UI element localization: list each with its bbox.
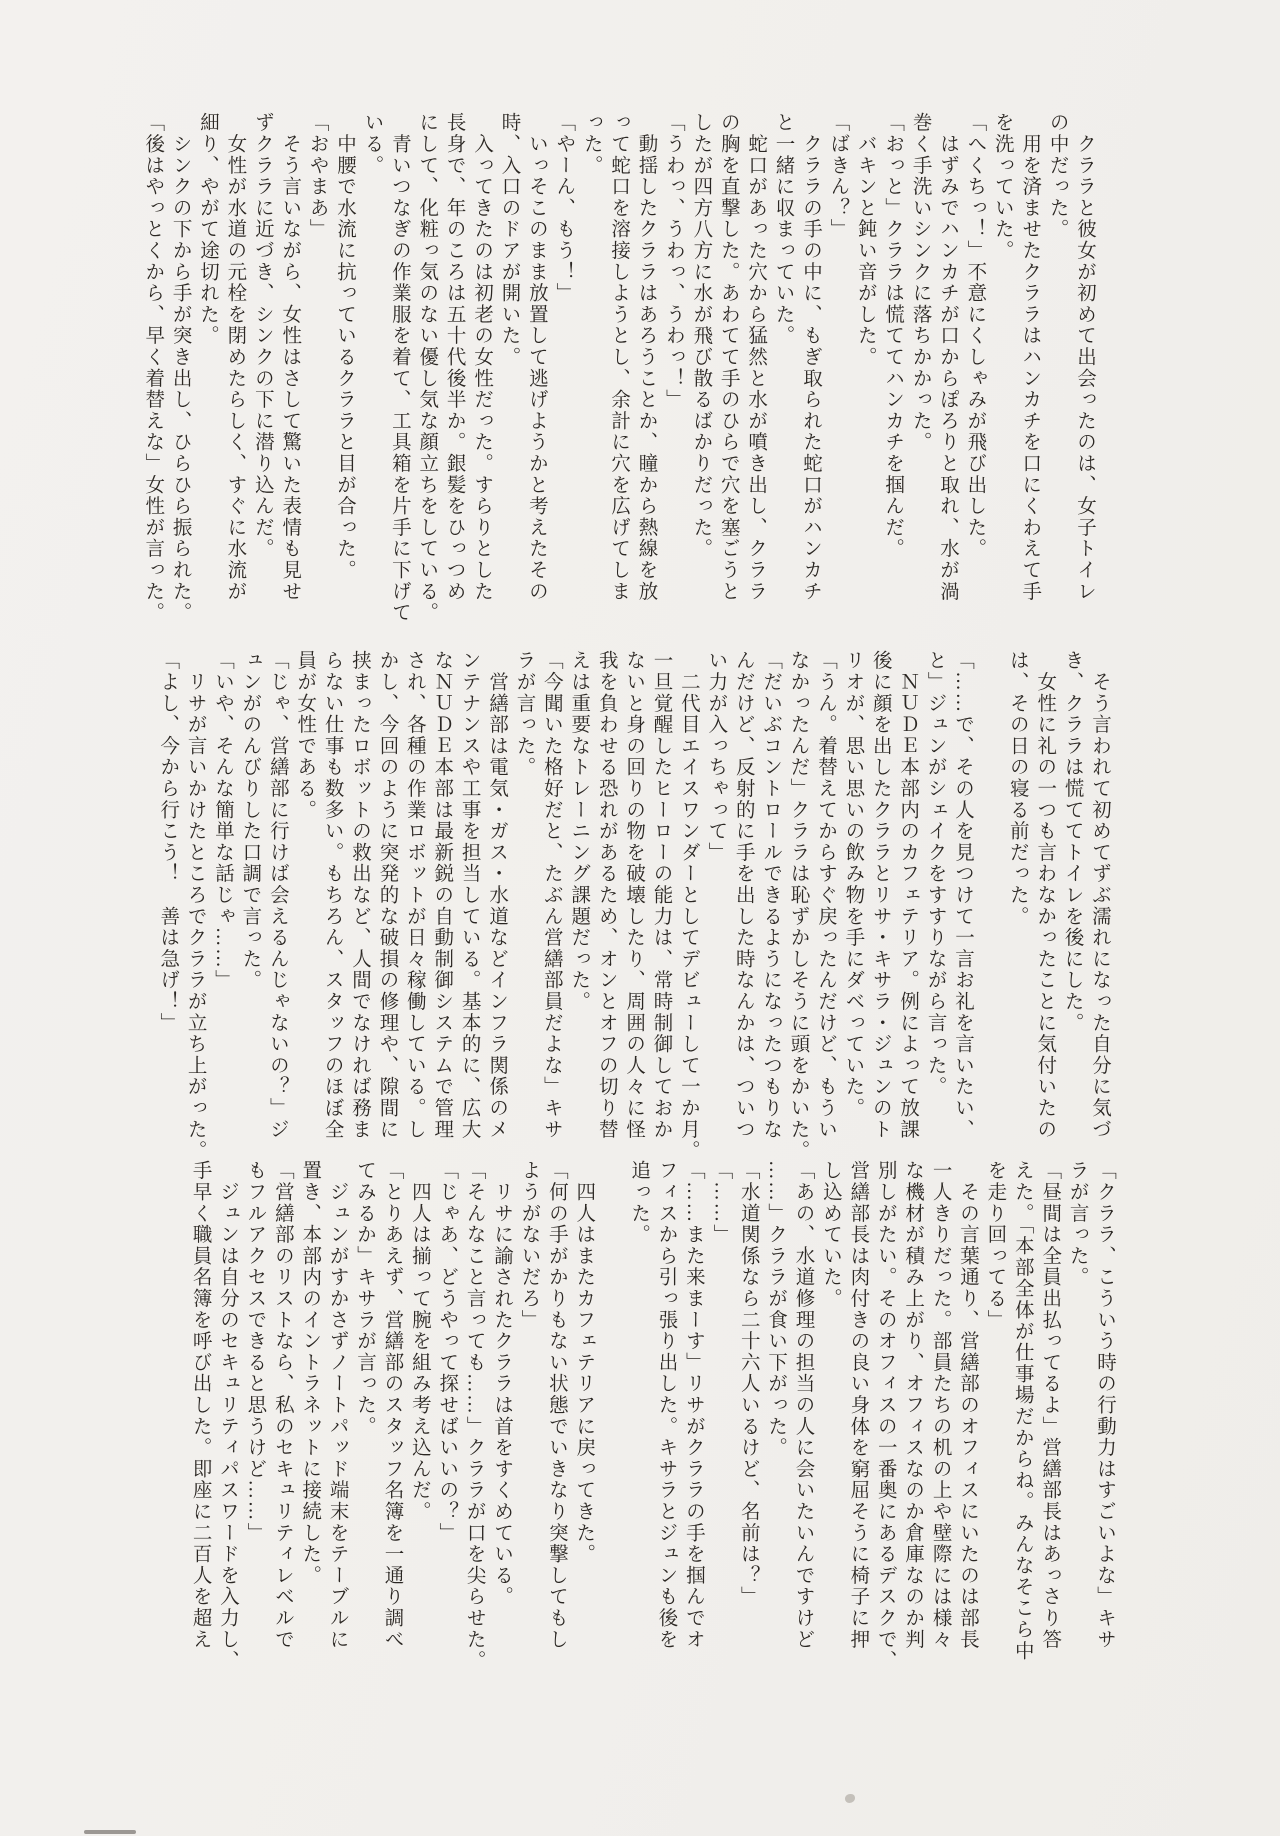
text-column: 「今聞いた格好だと、たぶん営繕部員だよな」キサ xyxy=(540,650,562,1140)
text-column: かし、今回のように突発的な破損の修理や、隙間に xyxy=(376,650,398,1140)
text-column: 蛇口があった穴から猛然と水が噴き出し、クララ xyxy=(745,112,767,602)
text-column: 動揺したクララはあろうことか、瞳から熱線を放 xyxy=(635,112,657,602)
text-column: 「とりあえず、営繕部のスタッフ名簿を一通り調べ xyxy=(381,1160,403,1650)
text-column: らない仕事も数多い。もちろん、スタッフのほぼ全 xyxy=(321,650,343,1140)
text-column: な機材が積み上がり、オフィスなのか倉庫なのか判 xyxy=(902,1160,924,1650)
text-column: なかったんだ」クララは恥ずかしそうに頭をかいた。 xyxy=(787,650,809,1162)
text-column: ……」クララが食い下がった。 xyxy=(765,1160,787,1459)
text-column: は、その日の寝る前だった。 xyxy=(1006,650,1028,927)
text-column: 「へくちっ！」不意にくしゃみが飛び出した。 xyxy=(964,112,986,560)
text-column: 四人は揃って腕を組み考え込んだ。 xyxy=(408,1160,430,1523)
text-column: ラが言った。 xyxy=(1066,1160,1088,1288)
text-column: シンクの下から手が突き出し、ひらひら振られた。 xyxy=(169,112,191,624)
text-column: 手早く職員名簿を呼び出した。即座に二百人を超え xyxy=(189,1160,211,1650)
text-column: えた。「本部全体が仕事場だからね。みんなそこら中 xyxy=(1011,1160,1033,1662)
text-column: したが四方八方に水が飛び散るばかりだった。 xyxy=(690,112,712,560)
scene-break-gap xyxy=(597,1160,624,1678)
text-column: 長身で、年のころは五十代後半か。銀髪をひっつめ xyxy=(443,112,465,602)
text-column: 四人はまたカフェテリアに戻ってきた。 xyxy=(573,1160,595,1565)
text-column: 巻く手洗いシンクに落ちかかった。 xyxy=(909,112,931,453)
text-column: と」ジュンがシェイクをすすりながら言った。 xyxy=(924,650,946,1098)
text-column: 「いや、そんな簡単な話じゃ……」 xyxy=(212,650,234,991)
text-column: 「そんなこと言っても……」クララが口を尖らせた。 xyxy=(463,1160,485,1672)
text-column: ラが言った。 xyxy=(513,650,535,778)
text-column: 「後はやっとくから、早く着替えな」女性が言った。 xyxy=(142,112,164,624)
text-column: 後に顔を出したクララとリサ・キサラ・ジュンのト xyxy=(869,650,891,1140)
text-column: ようがないだろ」 xyxy=(518,1160,540,1331)
text-column: 「やーん、もう！」 xyxy=(553,112,575,304)
text-column: 時、入口のドアが開いた。 xyxy=(498,112,520,368)
text-column: 「……」 xyxy=(710,1160,732,1246)
text-column: った。 xyxy=(580,112,602,176)
text-column: 用を済ませたクララはハンカチを口にくわえて手 xyxy=(1019,112,1041,602)
text-column: の胸を直撃した。あわてて手のひらで穴を塞ごうと xyxy=(717,112,739,602)
text-column: 「昼間は全員出払ってるよ」営繕部長はあっさり答 xyxy=(1039,1160,1061,1650)
text-column: にして、化粧っ気のない優し気な顔立ちをしている。 xyxy=(416,112,438,624)
text-column: 女性に礼の一つも言わなかったことに気付いたの xyxy=(1034,650,1056,1140)
text-column: を走り回ってる」 xyxy=(984,1160,1006,1331)
text-column: 「……で、その人を見つけて一言お礼を言いたい、 xyxy=(951,650,973,1140)
scene-break-gap xyxy=(976,650,1003,1168)
text-column: 二代目エイスワンダーとしてデビューして一か月。 xyxy=(677,650,699,1162)
text-column: 「おやまあ」 xyxy=(306,112,328,240)
text-column: 「ばきん？」 xyxy=(827,112,849,240)
text-column: はずみでハンカチが口からぽろりと取れ、水が渦 xyxy=(936,112,958,602)
text-column: 「うわっ、うわっ、うわっ！」 xyxy=(662,112,684,411)
text-column: 女性が水道の元栓を閉めたらしく、すぐに水流が xyxy=(224,112,246,602)
text-column: 「じゃ、営繕部に行けば会えるんじゃないの？」ジ xyxy=(266,650,288,1140)
text-column: き、クララは慌ててトイレを後にした。 xyxy=(1061,650,1083,1034)
text-column: バキンと鈍い音がした。 xyxy=(854,112,876,368)
text-column: クララの手の中に、もぎ取られた蛇口がハンカチ xyxy=(799,112,821,602)
text-column: クララと彼女が初めて出会ったのは、女子トイレ xyxy=(1074,112,1095,602)
text-column: 入ってきたのは初老の女性だった。すらりとした xyxy=(471,112,493,602)
text-column: 追った。 xyxy=(628,1160,650,1246)
text-column: その言葉通り、営繕部のオフィスにいたのは部長 xyxy=(956,1160,978,1650)
text-column: 中腰で水流に抗っているクララと目が合った。 xyxy=(334,112,356,581)
text-column: ずクララに近づき、シンクの下に潜り込んだ。 xyxy=(251,112,273,560)
text-column: 「あの、水道修理の担当の人に会いたいんですけど xyxy=(792,1160,814,1650)
text-column: 「だいぶコントロールできるようになったつもりな xyxy=(760,650,782,1140)
text-column: の中だった。 xyxy=(1046,112,1068,240)
text-block-top xyxy=(139,112,1098,630)
text-block-bottom xyxy=(186,1160,1118,1678)
text-column: 細り、やがて途切れた。 xyxy=(197,112,218,347)
text-column: と一緒に収まっていた。 xyxy=(772,112,794,347)
text-column: 「じゃあ、どうやって探せばいいの？」 xyxy=(436,1160,458,1544)
text-column: そう言われて初めてずぶ濡れになった自分に気づ xyxy=(1089,650,1110,1140)
text-column: を洗っていた。 xyxy=(991,112,1013,262)
text-column: い力が入っちゃって」 xyxy=(705,650,727,863)
text-column: 青いつなぎの作業服を着て、工具箱を片手に下げて xyxy=(388,112,410,624)
text-column: えは重要なトレーニング課題だった。 xyxy=(568,650,590,1013)
text-column: って蛇口を溶接しようとし、余計に穴を広げてしま xyxy=(608,112,630,602)
text-column: 員が女性である。 xyxy=(294,650,316,821)
text-column: 置き、本部内のイントラネットに接続した。 xyxy=(299,1160,321,1586)
text-column: 「うん。着替えてからすぐ戻ったんだけど、もうい xyxy=(814,650,836,1140)
text-column: ジュンがすかさずノートパッド端末をテーブルに xyxy=(326,1160,348,1650)
text-column: リオが、思い思いの飲み物を手にダベっていた。 xyxy=(842,650,864,1119)
text-column: んだけど、反射的に手を出した時なんかは、ついつ xyxy=(732,650,754,1140)
text-column: 「水道関係なら二十六人いるけど、名前は？」 xyxy=(737,1160,759,1608)
text-column: いっそこのまま放置して逃げようかと考えたその xyxy=(525,112,547,602)
text-column: ンテナンスや工事を担当している。基本的に、広大 xyxy=(458,650,480,1140)
text-column: 挟まったロボットの救出など、人間でなければ務ま xyxy=(349,650,371,1140)
text-block-middle xyxy=(154,650,1113,1168)
text-column: ＮＵＤＥ本部内のカフェテリア。例によって放課 xyxy=(897,650,919,1140)
text-column: ないと身の回りの物を破壊したり、周囲の人々に怪 xyxy=(623,650,645,1140)
scan-speck-artifact xyxy=(845,1794,855,1803)
text-column: 「……また来まーす」リサがクララの手を掴んでオ xyxy=(682,1160,704,1650)
text-column: 営繕部長は肉付きの良い身体を窮屈そうに椅子に押 xyxy=(847,1160,869,1650)
text-column: なＮＵＤＥ本部は最新鋭の自動制御システムで管理 xyxy=(431,650,453,1140)
text-column: 一旦覚醒したヒーローの能力は、常時制御しておか xyxy=(650,650,672,1140)
text-column: され、各種の作業ロボットが日々稼働している。し xyxy=(403,650,425,1140)
text-column: リサに諭されたクララは首をすくめている。 xyxy=(491,1160,513,1608)
text-column: 営繕部は電気・ガス・水道などインフラ関係のメ xyxy=(486,650,508,1140)
text-column: ュンがのんびりした口調で言った。 xyxy=(239,650,261,991)
text-column: 「営繕部のリストなら、私のセキュリティレベルで xyxy=(271,1160,293,1650)
text-column: フィスから引っ張り出した。キサラとジュンも後を xyxy=(655,1160,677,1650)
text-column: 別しがたい。そのオフィスの一番奥にあるデスクで、 xyxy=(874,1160,896,1672)
page-edge-mark xyxy=(84,1830,136,1834)
text-column: 「何の手がかりもない状態でいきなり突撃してもし xyxy=(545,1160,567,1650)
text-column: 「おっと」クララは慌ててハンカチを掴んだ。 xyxy=(882,112,904,560)
text-column: 「よし、今から行こう！ 善は急げ！」 xyxy=(157,650,179,1034)
text-column: そう言いながら、女性はさして驚いた表情も見せ xyxy=(279,112,301,602)
text-column: ジュンは自分のセキュリティパスワードを入力し、 xyxy=(217,1160,239,1672)
text-column: もフルアクセスできると思うけど……」 xyxy=(244,1160,266,1544)
text-column: 「クララ、こういう時の行動力はすごいよな」キサ xyxy=(1094,1160,1115,1650)
text-column: 我を負わせる恐れがあるため、オンとオフの切り替 xyxy=(595,650,617,1140)
text-column: リサが言いかけたところでクララが立ち上がった。 xyxy=(184,650,206,1162)
text-column: 一人きりだった。部員たちの机の上や壁際には様々 xyxy=(929,1160,951,1650)
text-column: いる。 xyxy=(361,112,383,176)
text-column: し込めていた。 xyxy=(819,1160,841,1310)
text-column: てみるか」キサラが言った。 xyxy=(354,1160,376,1437)
